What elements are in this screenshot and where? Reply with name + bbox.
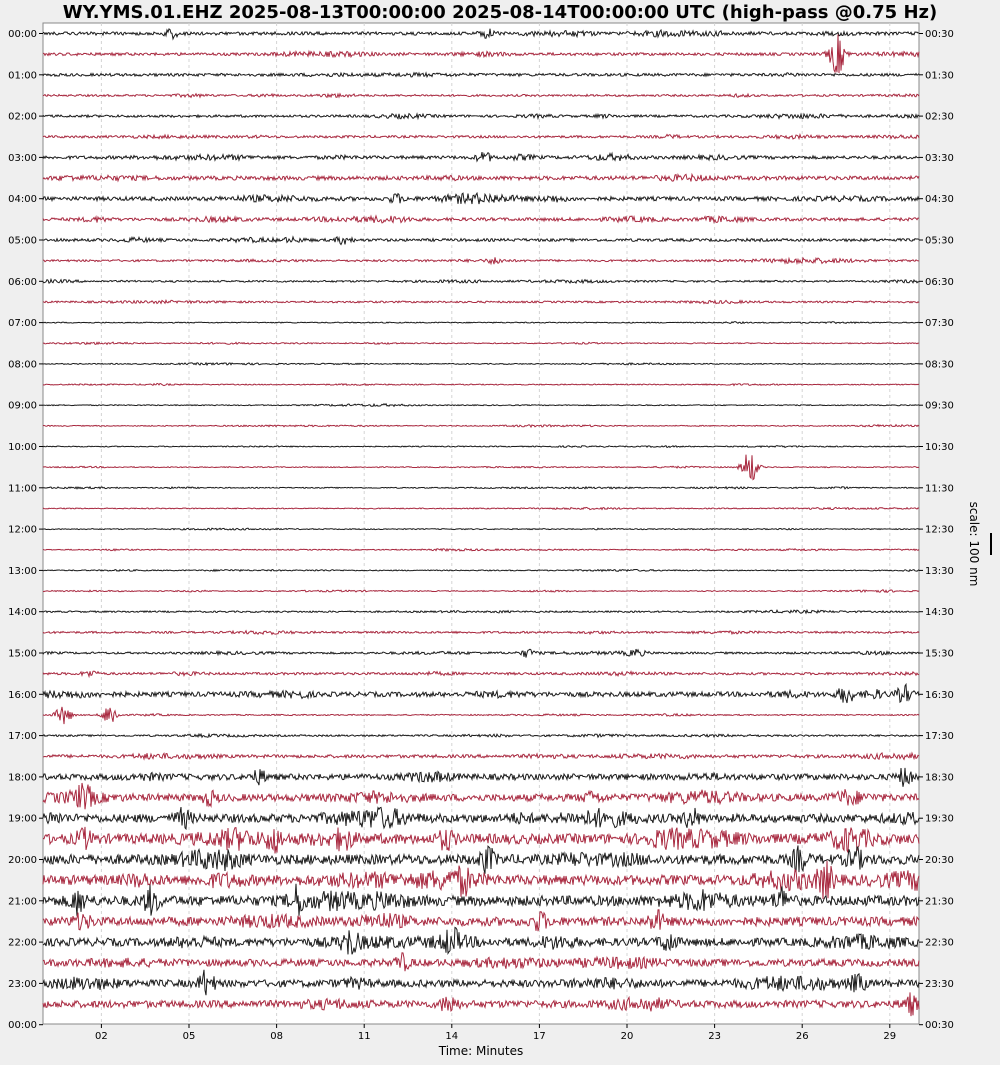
- left-hour-label: 06:00: [8, 276, 37, 288]
- left-hour-label: 02:00: [8, 111, 37, 123]
- right-halfhour-label: 05:30: [925, 235, 954, 247]
- right-halfhour-label: 20:30: [925, 855, 954, 866]
- left-hour-label: 20:00: [8, 855, 37, 866]
- right-halfhour-label: 17:30: [925, 731, 954, 743]
- right-halfhour-label: 14:30: [925, 607, 954, 619]
- left-hour-label: 16:00: [8, 689, 37, 701]
- x-tick-label: 20: [620, 1031, 634, 1042]
- left-hour-label: 22:00: [8, 937, 37, 949]
- right-halfhour-label: 07:30: [925, 318, 954, 330]
- left-hour-label: 03:00: [8, 152, 37, 164]
- right-halfhour-label: 21:30: [925, 896, 954, 908]
- left-hour-label: 00:00: [8, 29, 37, 40]
- right-halfhour-label: 06:30: [925, 276, 954, 288]
- right-halfhour-label: 00:30: [925, 1020, 954, 1032]
- right-halfhour-label: 08:30: [925, 359, 954, 371]
- left-hour-label: 12:00: [8, 524, 37, 536]
- right-halfhour-label: 19:30: [925, 813, 954, 825]
- right-halfhour-label: 10:30: [925, 442, 954, 453]
- left-hour-label: 13:00: [8, 565, 37, 577]
- left-hour-label: 07:00: [8, 318, 37, 330]
- x-tick-label: 17: [533, 1031, 546, 1042]
- left-hour-label: 18:00: [8, 772, 37, 784]
- x-axis-label: Time: Minutes: [438, 1044, 524, 1058]
- left-hour-label: 15:00: [8, 648, 37, 660]
- right-halfhour-label: 12:30: [925, 524, 954, 536]
- left-hour-label: 09:00: [8, 400, 37, 412]
- right-halfhour-label: 23:30: [925, 978, 954, 990]
- right-halfhour-label: 03:30: [925, 152, 954, 164]
- right-halfhour-label: 18:30: [925, 772, 954, 784]
- left-hour-label: 23:00: [8, 978, 37, 990]
- right-halfhour-label: 13:30: [925, 565, 954, 577]
- right-halfhour-label: 02:30: [925, 111, 954, 123]
- x-tick-label: 14: [445, 1031, 459, 1042]
- right-halfhour-label: 22:30: [925, 937, 954, 949]
- x-tick-label: 23: [708, 1031, 721, 1042]
- right-halfhour-label: 09:30: [925, 400, 954, 412]
- left-hour-label: 05:00: [8, 235, 37, 247]
- x-tick-label: 26: [795, 1031, 809, 1042]
- left-hour-label: 17:00: [8, 731, 37, 743]
- chart-title: WY.YMS.01.EHZ 2025-08-13T00:00:00 2025-08-14T00:00:00 UTC (high-pass @0.75 Hz): [62, 2, 938, 23]
- right-halfhour-label: 16:30: [925, 689, 954, 701]
- x-tick-label: 08: [270, 1031, 283, 1042]
- left-hour-label: 14:00: [8, 607, 37, 619]
- right-halfhour-label: 00:30: [925, 29, 954, 40]
- scale-label: scale: 100 nm: [967, 501, 981, 587]
- left-hour-label: 00:00: [8, 1020, 37, 1032]
- left-hour-label: 01:00: [8, 70, 37, 82]
- left-hour-label: 21:00: [8, 896, 37, 908]
- x-tick-label: 05: [182, 1031, 196, 1042]
- x-tick-label: 29: [883, 1031, 897, 1042]
- left-hour-label: 10:00: [8, 442, 37, 453]
- x-tick-label: 02: [95, 1031, 108, 1042]
- left-hour-label: 04:00: [8, 194, 37, 206]
- right-halfhour-label: 15:30: [925, 648, 954, 660]
- left-hour-label: 19:00: [8, 813, 37, 825]
- left-hour-label: 08:00: [8, 359, 37, 371]
- right-halfhour-label: 11:30: [925, 483, 954, 495]
- x-tick-label: 11: [357, 1031, 371, 1042]
- left-hour-label: 11:00: [8, 483, 37, 495]
- right-halfhour-label: 04:30: [925, 194, 954, 206]
- plot-area: [43, 23, 919, 1024]
- right-halfhour-label: 01:30: [925, 70, 954, 82]
